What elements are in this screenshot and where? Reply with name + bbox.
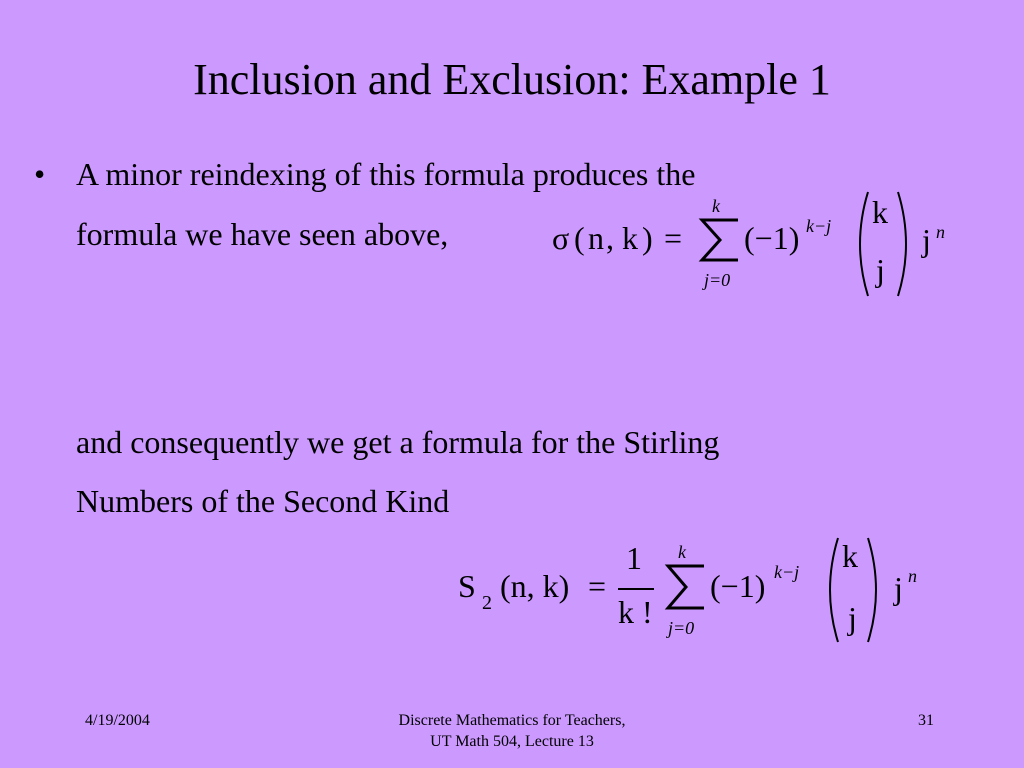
- binom-left-paren-icon: [820, 536, 840, 644]
- footer-course: [312, 710, 712, 752]
- base-j: j: [894, 570, 903, 606]
- equals-sign: =: [588, 568, 607, 604]
- summation-icon: [698, 218, 742, 262]
- exponent-k-minus-j: k−j: [806, 216, 832, 236]
- power-n: n: [908, 566, 917, 586]
- neg-one: (−1): [710, 568, 766, 604]
- power-n: n: [936, 222, 945, 242]
- binom-right-paren-icon: [866, 536, 886, 644]
- binom-top: k: [872, 194, 888, 230]
- binom-left-paren-icon: [850, 190, 870, 298]
- binom-bottom: j: [876, 252, 885, 288]
- binom-top: k: [842, 538, 858, 574]
- fraction-numerator: 1: [626, 540, 642, 576]
- footer-course-line-2: UT Math 504, Lecture 13: [430, 733, 594, 750]
- sum-upper-limit: k: [678, 542, 686, 562]
- var-S: S: [458, 568, 476, 604]
- exponent-k-minus-j: k−j: [774, 562, 800, 582]
- footer-date: 4/19/2004: [85, 712, 150, 729]
- summation-icon: [664, 564, 708, 610]
- binom-right-paren-icon: [896, 190, 916, 298]
- sum-lower-limit: j=0: [704, 270, 731, 290]
- paren-open: (: [574, 220, 585, 256]
- bullet-text-line-2: formula we have seen above,: [76, 216, 449, 252]
- footer-page-number: 31: [918, 712, 934, 729]
- sum-upper-limit: k: [712, 196, 720, 216]
- equals-sign: =: [664, 220, 683, 256]
- fraction-bar: [618, 588, 654, 590]
- footer-course-line-1: Discrete Mathematics for Teachers,: [398, 712, 626, 729]
- bullet-text-line-1: A minor reindexing of this formula produces the: [76, 156, 696, 192]
- sum-lower-limit: j=0: [668, 618, 695, 638]
- subscript-2: 2: [482, 592, 492, 614]
- base-j: j: [922, 222, 931, 258]
- neg-one: (−1): [744, 220, 800, 256]
- args-n-k: (n, k): [500, 568, 570, 604]
- comma: ,: [606, 220, 614, 256]
- binom-bottom: j: [848, 600, 857, 636]
- var-k: k: [622, 220, 638, 256]
- var-n: n: [588, 220, 604, 256]
- formula-sigma: [548, 190, 968, 300]
- fraction-denominator: k !: [618, 594, 653, 630]
- sigma-symbol: σ: [552, 220, 570, 256]
- bullet-marker: •: [34, 156, 46, 192]
- formula-stirling: [456, 534, 936, 644]
- paragraph-line-1: and consequently we get a formula for the Stirling: [76, 424, 720, 460]
- paragraph-line-2: Numbers of the Second Kind: [76, 483, 450, 519]
- slide-title: Inclusion and Exclusion: Example 1: [193, 55, 831, 104]
- paren-close: ): [642, 220, 653, 256]
